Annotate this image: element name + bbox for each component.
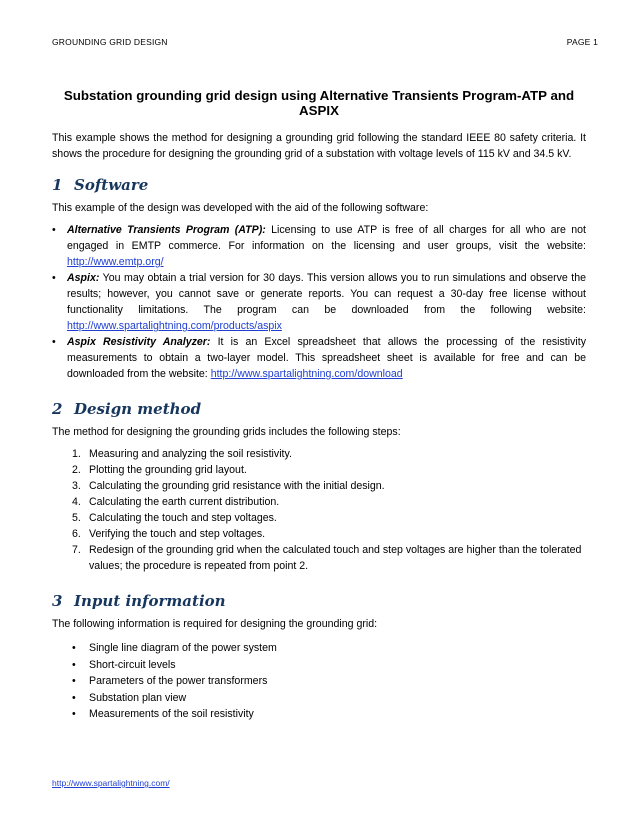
software-term: Alternative Transients Program (ATP):	[67, 224, 266, 236]
list-item	[52, 270, 586, 334]
bullet-icon: •	[72, 708, 76, 720]
section-number: 2	[52, 400, 63, 418]
step-number: 3.	[72, 480, 81, 492]
section-heading-input	[52, 592, 586, 610]
step-number: 7.	[72, 544, 81, 556]
bullet-icon: •	[72, 675, 76, 687]
step-text: Calculating the earth current distribution.	[89, 496, 280, 508]
section-heading-design	[52, 400, 586, 418]
list-item	[52, 510, 586, 526]
section-title: Design method	[74, 400, 202, 418]
bullet-icon: •	[72, 642, 76, 654]
step-text: Verifying the touch and step voltages.	[89, 528, 266, 540]
list-item	[52, 462, 586, 478]
software-description: You may obtain a trial version for 30 days. This version allows you to run simulations and observe the results; however, you cannot save or generate reports. You can request a 30-day free license without functionality limitations. The program can be downloaded from the following website:	[67, 272, 586, 316]
footer-link[interactable]: http://www.spartalightning.com/	[52, 778, 170, 788]
step-text: Calculating the touch and step voltages.	[89, 512, 277, 524]
section-heading-software	[52, 176, 586, 194]
design-intro: The method for designing the grounding grids includes the following steps:	[52, 426, 401, 438]
section-title: Input information	[74, 592, 226, 610]
list-item	[52, 446, 586, 462]
list-item	[52, 640, 586, 657]
input-item-text: Single line diagram of the power system	[89, 642, 277, 654]
header-doc-title: GROUNDING GRID DESIGN	[52, 37, 168, 47]
bullet-icon: •	[52, 224, 56, 236]
section-number: 3	[52, 592, 63, 610]
bullet-icon: •	[72, 691, 76, 704]
list-item	[52, 673, 586, 690]
list-item	[52, 478, 586, 494]
list-item	[52, 222, 586, 270]
software-link[interactable]: http://www.emtp.org/	[67, 256, 164, 268]
step-number: 5.	[72, 512, 81, 524]
design-steps-list	[52, 446, 586, 574]
software-list	[52, 222, 586, 382]
header-page-number: PAGE 1	[566, 37, 598, 47]
software-description: It is an Excel spreadsheet that allows the processing of the resistivity measurements to obtain a two-layer model. This spreadsheet sheet is available for free and can be downloaded from the website:	[67, 336, 586, 380]
input-item-text: Short-circuit levels	[89, 658, 176, 671]
input-item-text: Measurements of the soil resistivity	[89, 708, 254, 720]
bullet-icon: •	[52, 272, 56, 284]
list-item	[52, 706, 586, 723]
step-text: Redesign of the grounding grid when the calculated touch and step voltages are higher than the tolerated values; the procedure is repeated from point 2.	[89, 544, 582, 572]
step-number: 2.	[72, 464, 81, 476]
step-text: Measuring and analyzing the soil resistivity.	[89, 448, 292, 460]
list-item	[52, 690, 586, 707]
input-item-text: Substation plan view	[89, 691, 187, 704]
bullet-icon: •	[72, 658, 76, 671]
input-intro: The following information is required for designing the grounding grid:	[52, 618, 378, 630]
list-item	[52, 657, 586, 674]
intro-paragraph: This example shows the method for designing a grounding grid following the standard IEEE 80 safety criteria. It shows the procedure for designing the grounding grid of a substation with voltage levels of 115 kV and 34.5 kV.	[52, 132, 586, 160]
software-intro: This example of the design was developed with the aid of the following software:	[52, 202, 429, 214]
section-title: Software	[74, 176, 149, 194]
software-link[interactable]: http://www.spartalightning.com/products/aspix	[67, 320, 282, 332]
software-term: Aspix Resistivity Analyzer:	[67, 336, 211, 348]
input-list	[52, 640, 586, 723]
step-number: 4.	[72, 496, 81, 508]
software-description: Licensing to use ATP is free of all charges for all who are not engaged in EMTP commerce. For information on the licensing and user groups, visit the website:	[67, 224, 587, 252]
software-term: Aspix:	[67, 272, 100, 284]
input-item-text: Parameters of the power transformers	[89, 675, 268, 687]
document-body	[52, 88, 586, 723]
step-text: Calculating the grounding grid resistance with the initial design.	[89, 480, 385, 492]
software-link[interactable]: http://www.spartalightning.com/download	[210, 368, 403, 380]
bullet-icon: •	[52, 336, 56, 348]
list-item	[52, 494, 586, 510]
step-text: Plotting the grounding grid layout.	[89, 464, 247, 476]
step-number: 1.	[72, 448, 81, 460]
document-title: Substation grounding grid design using Alternative Transients Program-ATP and ASPIX	[63, 88, 575, 118]
list-item	[52, 526, 586, 542]
step-number: 6.	[72, 528, 81, 540]
list-item	[52, 334, 586, 382]
section-number: 1	[52, 176, 63, 194]
list-item	[52, 542, 586, 574]
